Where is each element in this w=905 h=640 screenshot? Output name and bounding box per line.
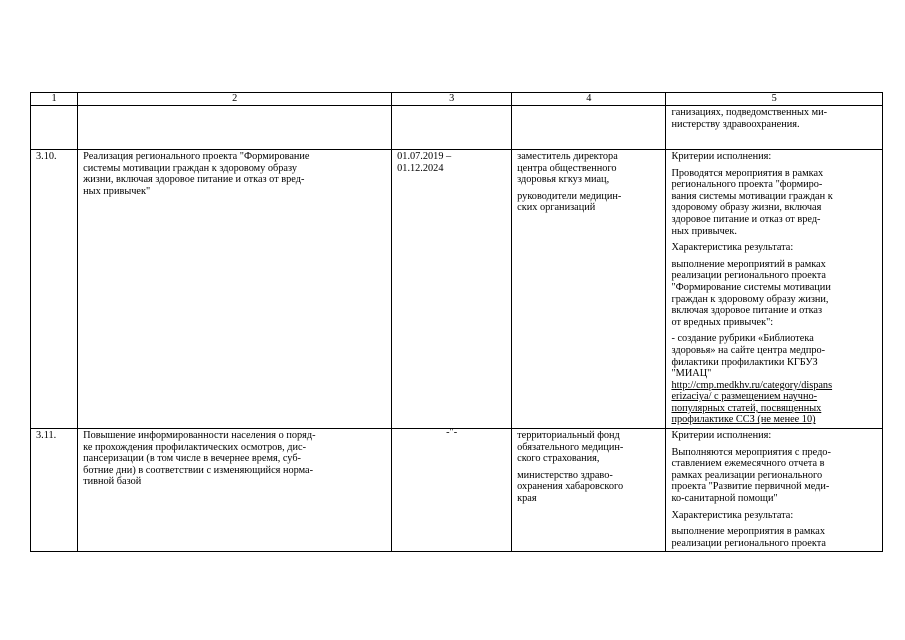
cont-title-cell — [78, 106, 392, 150]
measure-title: Повышение информированности населения о поряд- ке прохождения профилактических осмотров, дис- пансеризации (в том числе в вечернее время, суб- ботние дни) в соответствии с изменяющийся норма- тивной базой — [78, 429, 392, 552]
criteria-text: Выполняются мероприятия с предо- ставлением ежемесячного отчета в рамках реализации регионального проекта "Развитие первичной меди- ко-санитарной помощи" — [671, 446, 831, 505]
cont-period-cell — [392, 106, 512, 150]
continuation-row — [31, 106, 883, 150]
measure-period — [392, 429, 512, 552]
criteria-label: Критерии исполнения: — [671, 151, 772, 162]
table-row-3-11 — [31, 429, 883, 552]
cont-criteria-cell — [666, 106, 883, 150]
executor-2: руководители медицин- ских организаций — [517, 190, 622, 214]
cont-num-cell — [31, 106, 78, 150]
result-label: Характеристика результата: — [671, 242, 794, 254]
header-cell-4: 4 — [512, 93, 666, 106]
result-text: выполнение мероприятия в рамках реализации регионального проекта — [671, 526, 826, 549]
measure-title: Реализация регионального проекта "Формирование системы мотивации граждан к здоровому образу жизни, включая здоровое питание и отказ от вред- ных привычек" — [78, 150, 392, 429]
criteria-label: Критерии исполнения: — [671, 430, 772, 442]
measures-table — [30, 92, 883, 552]
header-row — [31, 93, 883, 106]
measure-criteria — [666, 150, 883, 429]
library-link[interactable]: http://cmp.medkhv.ru/category/dispans erizaciya/ с размещением научно- популярных статей, посвященных профилактике ССЗ (не менее 10) — [671, 379, 833, 426]
rubric-text: - создание рубрики «Библиотека здоровья» на сайте центра медпро- филактики профилактики КГБУЗ "МИАЦ" — [671, 333, 826, 380]
cont-exec-cell — [512, 106, 666, 150]
table-row-3-10 — [31, 150, 883, 429]
executor-1: заместитель директора центра общественного здоровья кгкуз миац, — [517, 151, 618, 186]
criteria-text: Проводятся мероприятия в рамках регионального проекта "формиро- вания системы мотивации граждан к здоровому образу жизни, включая здоровое питание и отказ от вред- ных привычек. — [671, 167, 833, 237]
row-number: 3.11. — [31, 429, 78, 552]
row-number: 3.10. — [31, 150, 78, 429]
measure-executors — [512, 429, 666, 552]
result-text: выполнение мероприятий в рамках реализации регионального проекта "Формирование системы мотивации граждан к здоровому образу жизни, включая здоровое питание и отказ от вредных привычек": — [671, 258, 831, 328]
measure-executors — [512, 150, 666, 429]
header-cell-2: 2 — [78, 93, 392, 106]
executor-2: министерство здраво- охранения хабаровского края — [517, 469, 624, 505]
measure-criteria — [666, 429, 883, 552]
measure-period: 01.07.2019 – 01.12.2024 — [392, 150, 512, 429]
header-cell-5: 5 — [666, 93, 883, 106]
ditto-mark: -"- — [446, 427, 458, 439]
executor-1: территориальный фонд обязательного медицин- ского страхования, — [517, 430, 624, 465]
result-label: Характеристика результата: — [671, 509, 794, 521]
header-cell-1: 1 — [31, 93, 78, 106]
cont-criteria-text: ганизациях, подведомственных ми- нистерству здравоохранения. — [671, 107, 828, 130]
header-cell-3: 3 — [392, 93, 512, 106]
